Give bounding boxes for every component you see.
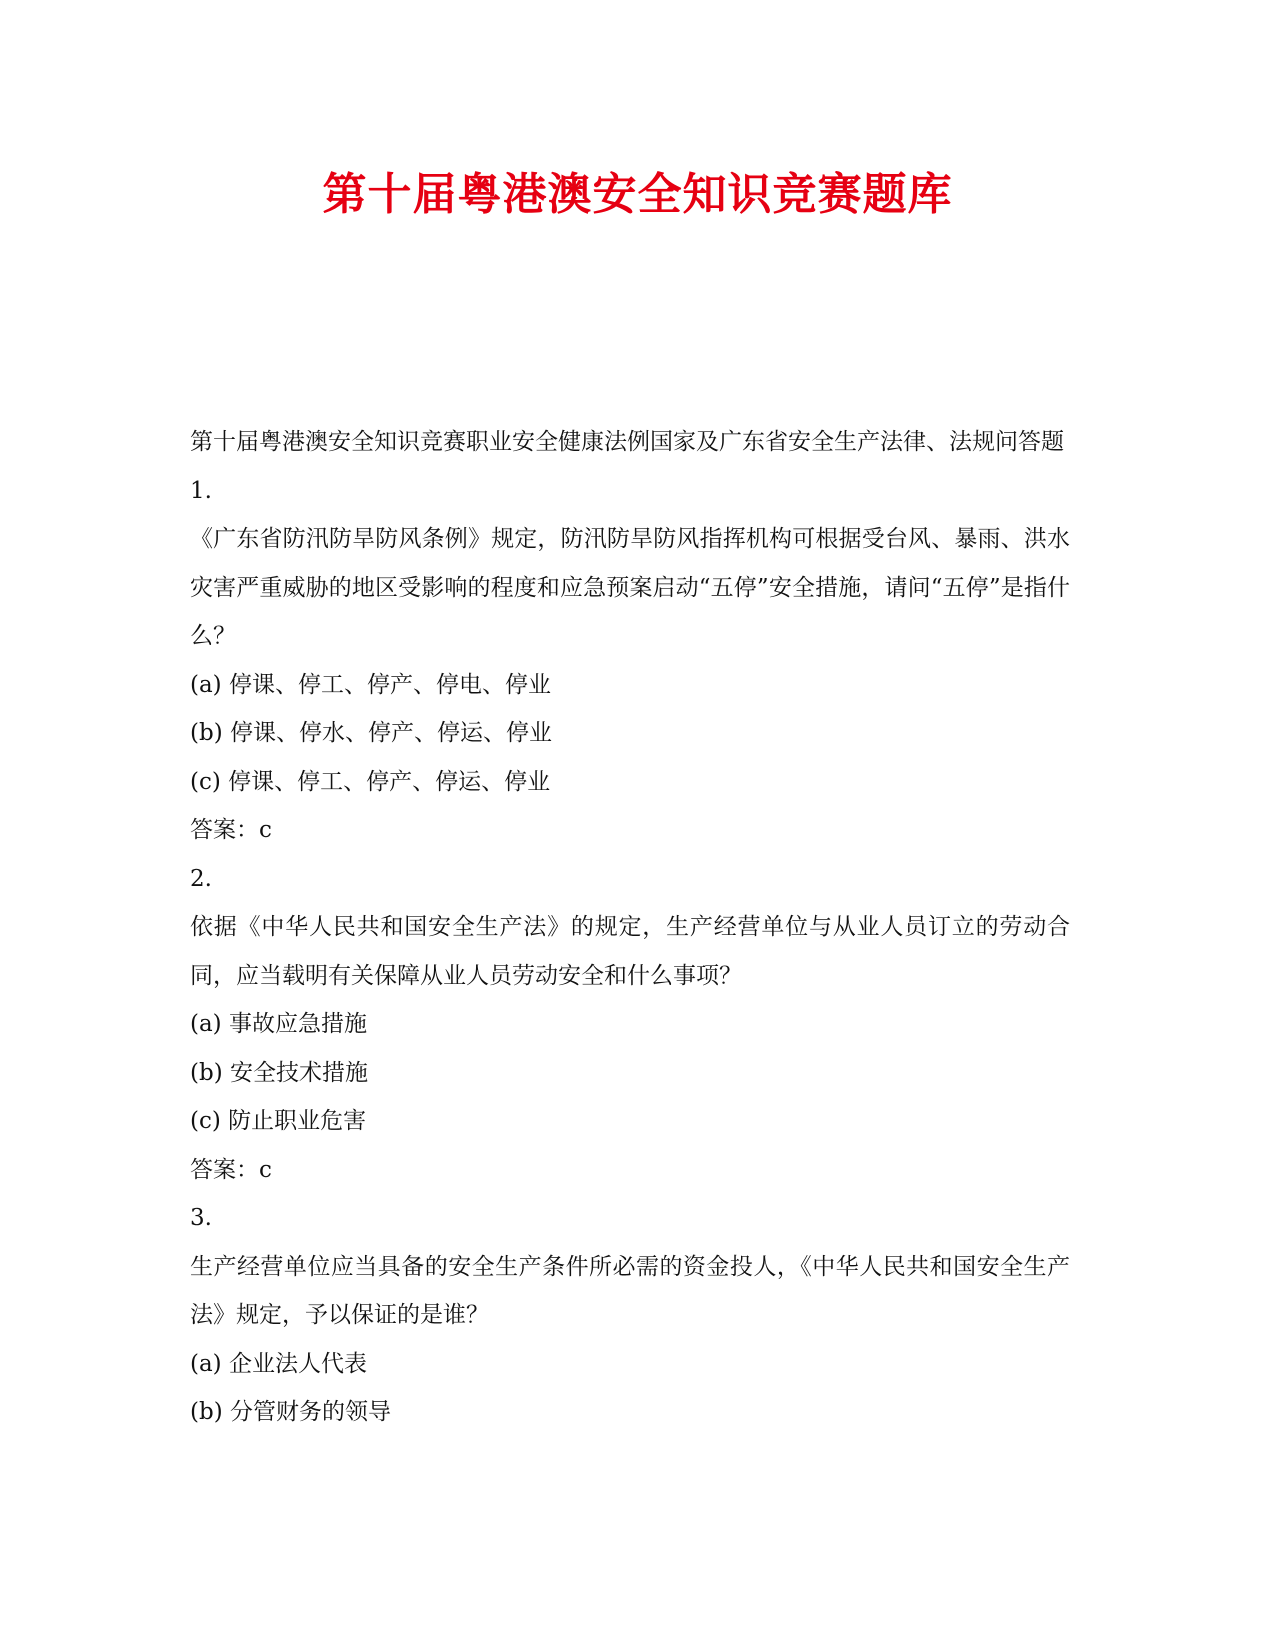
- question-text: 依据《中华人民共和国安全生产法》的规定，生产经营单位与从业人员订立的劳动合同，应当载明有关保障从业人员劳动安全和什么事项？: [190, 914, 1070, 989]
- question-text: 《广东省防汛防旱防风条例》规定，防汛防旱防风指挥机构可根据受台风、暴雨、洪水灾害严重威胁的地区受影响的程度和应急预案启动“五停”安全措施，请问“五停”是指什么？: [190, 526, 1070, 649]
- document-body: [190, 418, 1070, 1437]
- option-b: (b) 分管财务的领导: [190, 1399, 391, 1425]
- option-b: (b) 安全技术措施: [190, 1059, 368, 1086]
- option-c: (c) 停课、停工、停产、停运、停业: [190, 768, 551, 795]
- document-title: 第十届粤港澳安全知识竞赛题库: [322, 169, 953, 220]
- question-number: 2.: [190, 865, 212, 892]
- option-a: (a) 事故应急措施: [190, 1011, 367, 1037]
- question-text: 生产经营单位应当具备的安全生产条件所必需的资金投人，《中华人民共和国安全生产法》规定，予以保证的是谁？: [190, 1253, 1070, 1328]
- option-b: (b) 停课、停水、停产、停运、停业: [190, 720, 552, 746]
- question-number: 3.: [190, 1205, 212, 1231]
- question-3: [190, 1194, 1070, 1437]
- option-c: (c) 防止职业危害: [190, 1108, 367, 1134]
- question-1: [190, 467, 1070, 855]
- option-a: (a) 停课、停工、停产、停电、停业: [190, 671, 551, 698]
- question-2: [190, 855, 1070, 1195]
- question-number: 1.: [190, 477, 212, 504]
- answer: 答案：c: [190, 817, 272, 843]
- option-a: (a) 企业法人代表: [190, 1350, 367, 1377]
- intro-paragraph: 第十届粤港澳安全知识竞赛职业安全健康法例国家及广东省安全生产法律、法规问答题: [190, 429, 1064, 455]
- answer: 答案：c: [190, 1156, 272, 1183]
